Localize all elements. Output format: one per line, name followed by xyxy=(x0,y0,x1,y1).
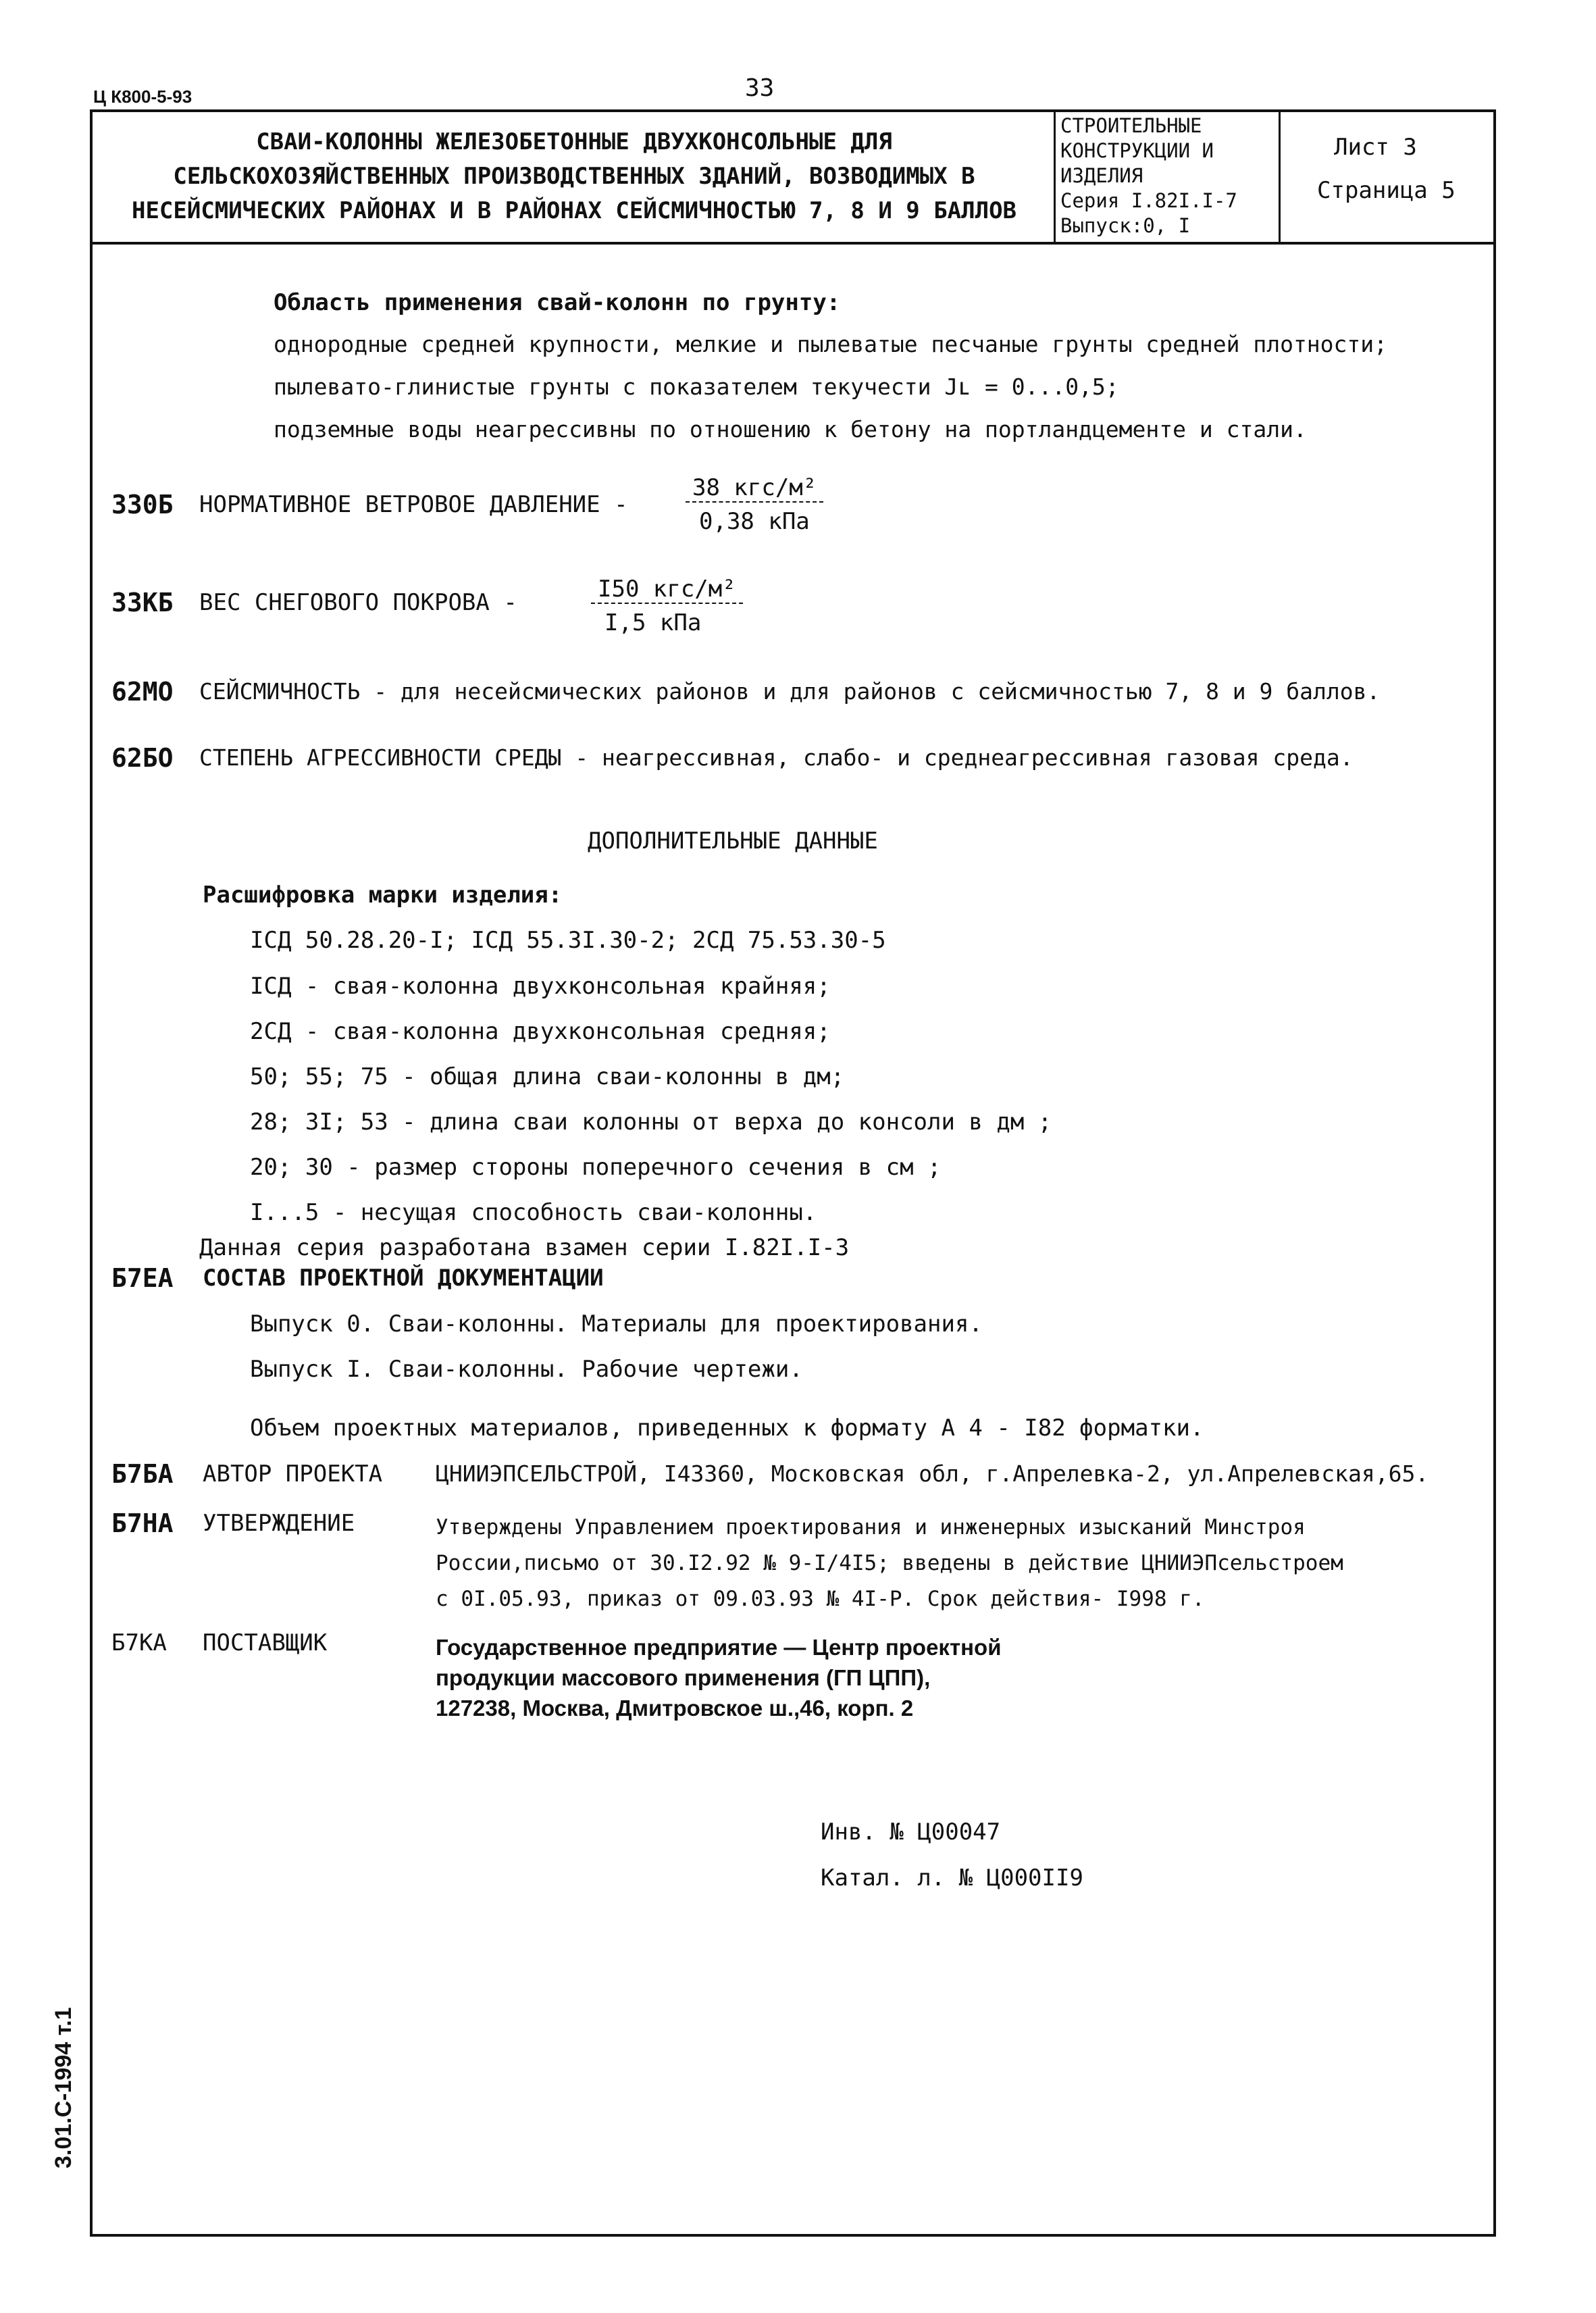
supplier-line: Государственное предприятие — Центр проектной xyxy=(436,1635,1002,1660)
snow-label: ВЕС СНЕГОВОГО ПОКРОВА - xyxy=(199,589,517,616)
catalog-number: Катал. л. № Ц000II9 xyxy=(821,1864,1083,1891)
header-title xyxy=(98,125,1050,228)
category-line: ИЗДЕЛИЯ xyxy=(1060,164,1143,187)
category-line: СТРОИТЕЛЬНЫЕ xyxy=(1060,114,1202,137)
author-code: Б7БА xyxy=(111,1459,174,1489)
decode-line: 50; 55; 75 - общая длина сваи-колонны в дм; xyxy=(250,1063,845,1090)
approval-line: с 0I.05.93, приказ от 09.03.93 № 4I-Р. Срок действия- I998 г. xyxy=(436,1587,1205,1611)
header-divider xyxy=(1054,109,1056,245)
sheet-label: Лист 3 xyxy=(1334,134,1417,161)
soil-line: однородные средней крупности, мелкие и пылеватые песчаные грунты средней плотности; xyxy=(274,331,1388,357)
composition-line: Выпуск 0. Сваи-колонны. Материалы для проектирования. xyxy=(250,1311,983,1338)
side-stamp: 3.01.С-1994 т.1 xyxy=(51,2007,76,2168)
composition-line: Выпуск I. Сваи-колонны. Рабочие чертежи. xyxy=(250,1356,803,1383)
wind-numerator: 38 кгс/м² xyxy=(686,474,823,503)
wind-label: НОРМАТИВНОЕ ВЕТРОВОЕ ДАВЛЕНИЕ - xyxy=(199,491,628,518)
decode-line: IСД - свая-колонна двухконсольная крайняя; xyxy=(250,973,831,1000)
approval-label: УТВЕРЖДЕНИЕ xyxy=(203,1510,355,1537)
decode-line: IСД 50.28.20-I; IСД 55.3I.30-2; 2СД 75.53.30-5 xyxy=(250,927,886,954)
decode-line: 28; 3I; 53 - длина сваи колонны от верха до консоли в дм ; xyxy=(250,1109,1052,1136)
additional-heading: ДОПОЛНИТЕЛЬНЫЕ ДАННЫЕ xyxy=(588,828,878,855)
supplier-text xyxy=(436,1632,1002,1723)
header-title-line: НЕСЕЙСМИЧЕСКИХ РАЙОНАХ И В РАЙОНАХ СЕЙСМИЧНОСТЬЮ 7, 8 И 9 БАЛЛОВ xyxy=(131,197,1017,224)
decode-heading: Расшифровка марки изделия: xyxy=(203,882,563,909)
category-line: Серия I.82I.I-7 xyxy=(1060,189,1237,212)
supplier-code: Б7КА xyxy=(111,1629,167,1656)
snow-code: 33КБ xyxy=(111,588,174,617)
decode-line: I...5 - несущая способность сваи-колонны. xyxy=(250,1199,817,1226)
seismic-code: 62МО xyxy=(111,677,174,707)
approval-code: Б7НА xyxy=(111,1508,174,1538)
decode-line: 2СД - свая-колонна двухконсольная средняя; xyxy=(250,1018,831,1045)
soil-line: пылевато-глинистые грунты с показателем текучести Jʟ = 0...0,5; xyxy=(274,374,1119,400)
inventory-number: Инв. № Ц00047 xyxy=(821,1819,1001,1846)
supplier-line: 127238, Москва, Дмитровское ш.,46, корп. 2 xyxy=(436,1696,914,1721)
composition-title: СОСТАВ ПРОЕКТНОЙ ДОКУМЕНТАЦИИ xyxy=(203,1265,604,1292)
replaces-note: Данная серия разработана взамен серии I.82I.I-3 xyxy=(199,1234,850,1261)
header-category xyxy=(1060,113,1237,238)
author-text: ЦНИИЭПСЕЛЬСТРОЙ, I43360, Московская обл, г.Апрелевка-2, ул.Апрелевская,65. xyxy=(436,1460,1429,1487)
approval-text xyxy=(436,1510,1343,1617)
aggressiveness-text: СТЕПЕНЬ АГРЕССИВНОСТИ СРЕДЫ - неагрессивная, слабо- и среднеагрессивная газовая среда. xyxy=(199,744,1354,771)
approval-line: России,письмо от 30.I2.92 № 9-I/4I5; введены в действие ЦНИИЭПсельстроем xyxy=(436,1551,1343,1575)
category-line: Выпуск:0, I xyxy=(1060,214,1191,237)
doc-code: Ц К800-5-93 xyxy=(93,86,192,107)
aggressiveness-code: 62БО xyxy=(111,743,174,773)
snow-numerator: I50 кгс/м² xyxy=(591,576,743,604)
volume-note: Объем проектных материалов, приведенных к формату А 4 - I82 форматки. xyxy=(250,1415,1204,1442)
seismic-text: СЕЙСМИЧНОСТЬ - для несейсмических районов и для районов с сейсмичностью 7, 8 и 9 баллов. xyxy=(199,678,1381,705)
wind-denominator: 0,38 кПа xyxy=(699,508,810,535)
page-label: Страница 5 xyxy=(1317,177,1456,204)
snow-denominator: I,5 кПа xyxy=(604,609,702,636)
header-title-line: СВАИ-КОЛОННЫ ЖЕЛЕЗОБЕТОННЫЕ ДВУХКОНСОЛЬНЫЕ ДЛЯ xyxy=(256,128,892,155)
decode-line: 20; 30 - размер стороны поперечного сечения в см ; xyxy=(250,1154,942,1181)
soil-heading: Область применения свай-колонн по грунту: xyxy=(274,289,841,316)
header-divider xyxy=(1279,109,1281,245)
soil-line: подземные воды неагрессивны по отношению к бетону на портландцементе и стали. xyxy=(274,416,1307,442)
supplier-label: ПОСТАВЩИК xyxy=(203,1629,328,1656)
category-line: КОНСТРУКЦИИ И xyxy=(1060,139,1214,162)
author-label: АВТОР ПРОЕКТА xyxy=(203,1460,383,1488)
page-number: 33 xyxy=(745,74,775,102)
approval-line: Утверждены Управлением проектирования и инженерных изысканий Минстроя xyxy=(436,1515,1306,1540)
wind-code: 330Б xyxy=(111,490,174,519)
header-title-line: СЕЛЬСКОХОЗЯЙСТВЕННЫХ ПРОИЗВОДСТВЕННЫХ ЗДАНИЙ, ВОЗВОДИМЫХ В xyxy=(173,163,975,190)
supplier-line: продукции массового применения (ГП ЦПП), xyxy=(436,1665,931,1690)
composition-code: Б7ЕА xyxy=(111,1263,174,1293)
